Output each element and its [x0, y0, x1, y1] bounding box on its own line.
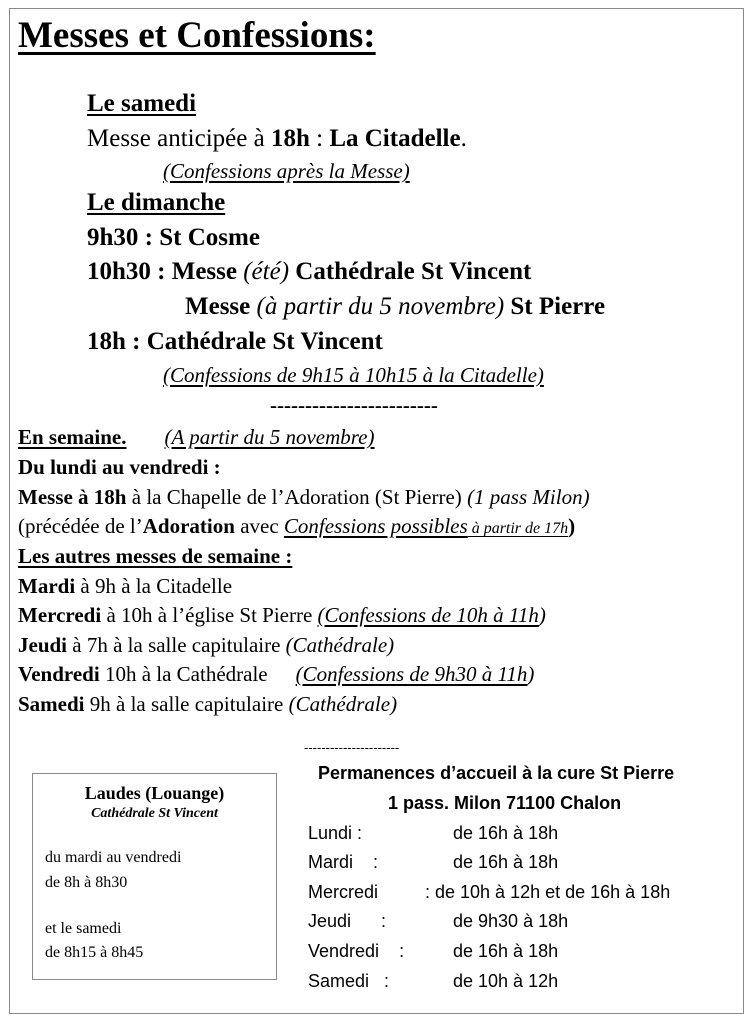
- laudes-weekday-1: du mardi au vendredi: [45, 849, 182, 866]
- text: (Cathédrale): [288, 692, 398, 716]
- vendredi-line: [18, 661, 534, 687]
- laudes-title: Laudes (Louange): [84, 783, 225, 803]
- day: Samedi: [18, 692, 85, 716]
- text: .: [460, 125, 467, 152]
- semaine-heading: En semaine.: [18, 425, 127, 449]
- perm-hours-mercredi: : de 10h à 12h et de 16h à 18h: [425, 882, 671, 902]
- permanences-separator: ----------------------: [304, 740, 400, 755]
- perm-hours-mardi: de 16h à 18h: [453, 852, 559, 872]
- text: 9h à la salle capitulaire: [84, 692, 289, 716]
- semaine-note: (A partir du 5 novembre): [164, 425, 375, 449]
- text: (Confessions de 10h à 11h: [317, 603, 539, 627]
- text: Confessions possibles: [283, 514, 468, 538]
- dimanche-heading: Le dimanche: [87, 189, 226, 216]
- page-title: Messes et Confessions:: [18, 15, 376, 56]
- perm-day-jeudi: Jeudi :: [308, 911, 387, 931]
- day: Vendredi: [18, 662, 100, 686]
- perm-day-samedi: Samedi :: [308, 971, 390, 991]
- text: à la Chapelle de l’Adoration (St Pierre): [126, 485, 468, 509]
- dimanche-line-3: [185, 292, 605, 322]
- day: Mardi: [18, 574, 76, 598]
- dimanche-line-1: 9h30 : St Cosme: [87, 224, 260, 251]
- dimanche-line-4: 18h : Cathédrale St Vincent: [87, 328, 383, 355]
- samedi-heading: Le samedi: [87, 90, 197, 117]
- day: Mercredi: [18, 603, 102, 627]
- text: (1 pass Milon): [467, 485, 590, 509]
- text: ): [568, 514, 576, 538]
- text: à partir de 17h: [467, 520, 569, 537]
- text: avec: [234, 514, 284, 538]
- text: (été): [243, 258, 290, 285]
- messe-18h-line: [18, 484, 590, 510]
- laudes-weekday-2: de 8h à 8h30: [45, 874, 128, 891]
- perm-day-mercredi: Mercredi: [308, 882, 379, 902]
- text: Messe anticipée à: [87, 125, 271, 152]
- text: 10h à la Cathédrale: [99, 662, 268, 686]
- dimanche-confession-note: (Confessions de 9h15 à 10h15 à la Citadelle): [163, 363, 544, 387]
- text: Messe: [185, 293, 257, 320]
- time: 18h: [270, 125, 310, 152]
- day: Jeudi: [18, 633, 68, 657]
- text: (Cathédrale): [285, 633, 395, 657]
- text: St Pierre: [504, 293, 606, 320]
- permanences-title-2: 1 pass. Milon 71100 Chalon: [388, 793, 622, 813]
- laudes-saturday-2: de 8h15 à 8h45: [45, 944, 144, 961]
- text: (précédée de l’: [18, 514, 143, 538]
- text: Adoration: [142, 514, 235, 538]
- perm-hours-lundi: de 16h à 18h: [453, 823, 559, 843]
- text: (Confessions de 9h30 à 11h: [295, 662, 528, 686]
- jeudi-line: [18, 632, 394, 658]
- text: à 7h à la salle capitulaire: [67, 633, 286, 657]
- place: La Citadelle: [329, 125, 461, 152]
- perm-day-mardi: Mardi :: [308, 852, 379, 872]
- samedi-line: [18, 691, 397, 717]
- autres-messes-heading: Les autres messes de semaine :: [18, 544, 293, 568]
- text: (à partir du 5 novembre): [256, 293, 505, 320]
- mercredi-line: [18, 602, 546, 628]
- text: ): [527, 662, 535, 686]
- text: à 9h à la Citadelle: [75, 574, 233, 598]
- lundi-vendredi-heading: Du lundi au vendredi :: [18, 455, 221, 479]
- perm-day-lundi: Lundi :: [308, 823, 363, 843]
- semaine-heading-line: [18, 424, 375, 450]
- adoration-line: [18, 513, 575, 542]
- text: à 10h à l’église St Pierre: [101, 603, 318, 627]
- perm-day-vendredi: Vendredi :: [308, 941, 405, 961]
- perm-hours-vendredi: de 16h à 18h: [453, 941, 559, 961]
- text: Cathédrale St Vincent: [289, 258, 532, 285]
- laudes-saturday-1: et le samedi: [45, 920, 122, 937]
- text: ): [538, 603, 546, 627]
- dimanche-line-2: [87, 257, 531, 287]
- perm-hours-samedi: de 10h à 12h: [453, 971, 559, 991]
- samedi-messe-line: [87, 124, 467, 154]
- separator: ------------------------: [270, 393, 438, 417]
- perm-hours-jeudi: de 9h30 à 18h: [453, 911, 569, 931]
- text: :: [309, 125, 330, 152]
- laudes-place: Cathédrale St Vincent: [91, 806, 218, 821]
- mardi-line: [18, 573, 232, 599]
- permanences-title-1: Permanences d’accueil à la cure St Pierre: [318, 763, 675, 783]
- samedi-confession-note: (Confessions après la Messe): [163, 159, 410, 183]
- text: 10h30 : Messe: [87, 258, 244, 285]
- text: Messe à 18h: [18, 485, 127, 509]
